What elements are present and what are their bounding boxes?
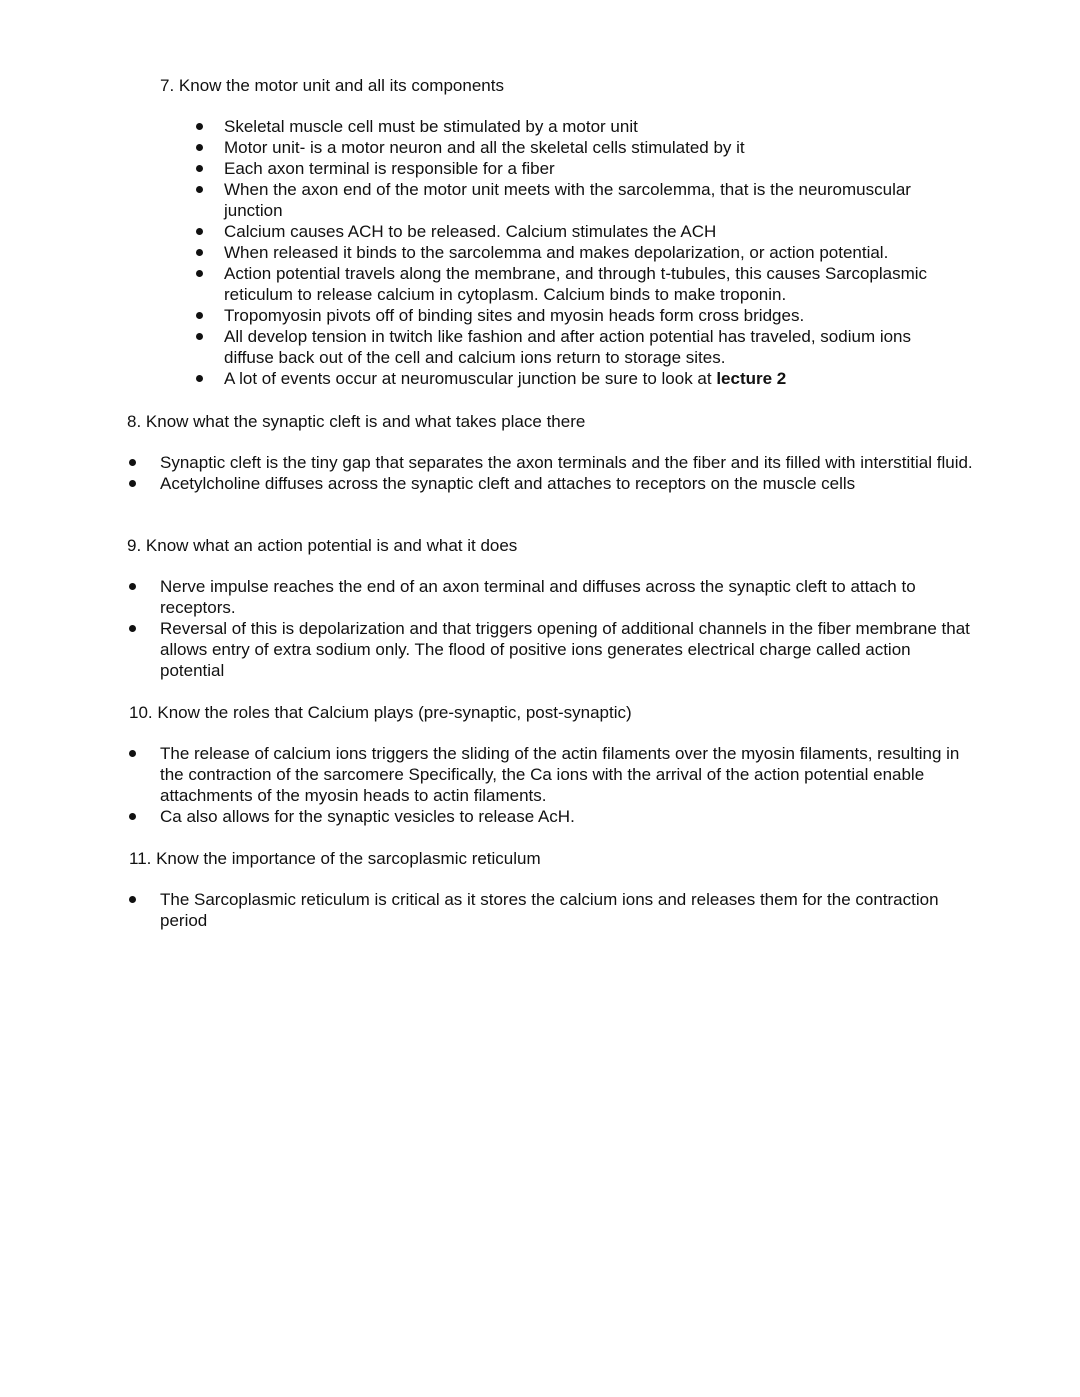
section-7-heading: 7. Know the motor unit and all its components	[160, 76, 504, 95]
list-item: Nerve impulse reaches the end of an axon terminal and diffuses across the synaptic cleft to attach to receptors.	[160, 576, 975, 618]
section-11-heading: 11. Know the importance of the sarcoplasmic reticulum	[129, 849, 541, 868]
section-8-list	[160, 452, 975, 494]
bullet-icon	[129, 625, 136, 632]
bullet-icon	[196, 333, 203, 340]
bullet-icon	[196, 375, 203, 382]
list-item: All develop tension in twitch like fashion and after action potential has traveled, sodium ions diffuse back out of the cell and calcium ions return to storage sites.	[224, 326, 964, 368]
list-item: Acetylcholine diffuses across the synaptic cleft and attaches to receptors on the muscle cells	[160, 473, 975, 494]
bullet-icon	[196, 123, 203, 130]
list-item: Skeletal muscle cell must be stimulated by a motor unit	[224, 116, 964, 137]
list-item: The release of calcium ions triggers the sliding of the actin filaments over the myosin filaments, resulting in the contraction of the sarcomere Specifically, the Ca ions with the arrival of the action potential enable attachments of the myosin heads to actin filaments.	[160, 743, 975, 806]
section-7-list	[224, 116, 964, 389]
section-11-list	[160, 889, 975, 931]
list-item: Reversal of this is depolarization and that triggers opening of additional channels in the fiber membrane that allows entry of extra sodium only. The flood of positive ions generates electrical charge called action potential	[160, 618, 975, 681]
section-10-list	[160, 743, 975, 827]
bullet-icon	[129, 896, 136, 903]
bullet-icon	[196, 144, 203, 151]
list-item: Calcium causes ACH to be released. Calcium stimulates the ACH	[224, 221, 964, 242]
list-item: When the axon end of the motor unit meets with the sarcolemma, that is the neuromuscular junction	[224, 179, 964, 221]
list-item: Motor unit- is a motor neuron and all the skeletal cells stimulated by it	[224, 137, 964, 158]
section-10-heading: 10. Know the roles that Calcium plays (pre-synaptic, post-synaptic)	[129, 703, 632, 722]
section-9-heading: 9. Know what an action potential is and what it does	[127, 536, 518, 555]
section-9-list	[160, 576, 975, 681]
bullet-icon	[196, 312, 203, 319]
bullet-icon	[196, 270, 203, 277]
bullet-icon	[196, 228, 203, 235]
bullet-icon	[196, 186, 203, 193]
lecture-reference: lecture 2	[716, 369, 787, 388]
list-item: Each axon terminal is responsible for a fiber	[224, 158, 964, 179]
list-item: Synaptic cleft is the tiny gap that separates the axon terminals and the fiber and its filled with interstitial fluid.	[160, 452, 975, 473]
bullet-icon	[196, 249, 203, 256]
list-item: Tropomyosin pivots off of binding sites and myosin heads form cross bridges.	[224, 305, 964, 326]
bullet-icon	[129, 813, 136, 820]
bullet-icon	[129, 750, 136, 757]
list-item: A lot of events occur at neuromuscular junction be sure to look at lecture 2	[224, 368, 964, 389]
list-item: Action potential travels along the membrane, and through t-tubules, this causes Sarcoplasmic reticulum to release calcium in cytoplasm. Calcium binds to make troponin.	[224, 263, 964, 305]
bullet-icon	[196, 165, 203, 172]
bullet-icon	[129, 459, 136, 466]
section-8-heading: 8. Know what the synaptic cleft is and what takes place there	[127, 412, 586, 431]
list-item: When released it binds to the sarcolemma and makes depolarization, or action potential.	[224, 242, 964, 263]
bullet-icon	[129, 583, 136, 590]
list-item: Ca also allows for the synaptic vesicles to release AcH.	[160, 806, 975, 827]
list-item: The Sarcoplasmic reticulum is critical as it stores the calcium ions and releases them for the contraction period	[160, 889, 975, 931]
bullet-icon	[129, 480, 136, 487]
